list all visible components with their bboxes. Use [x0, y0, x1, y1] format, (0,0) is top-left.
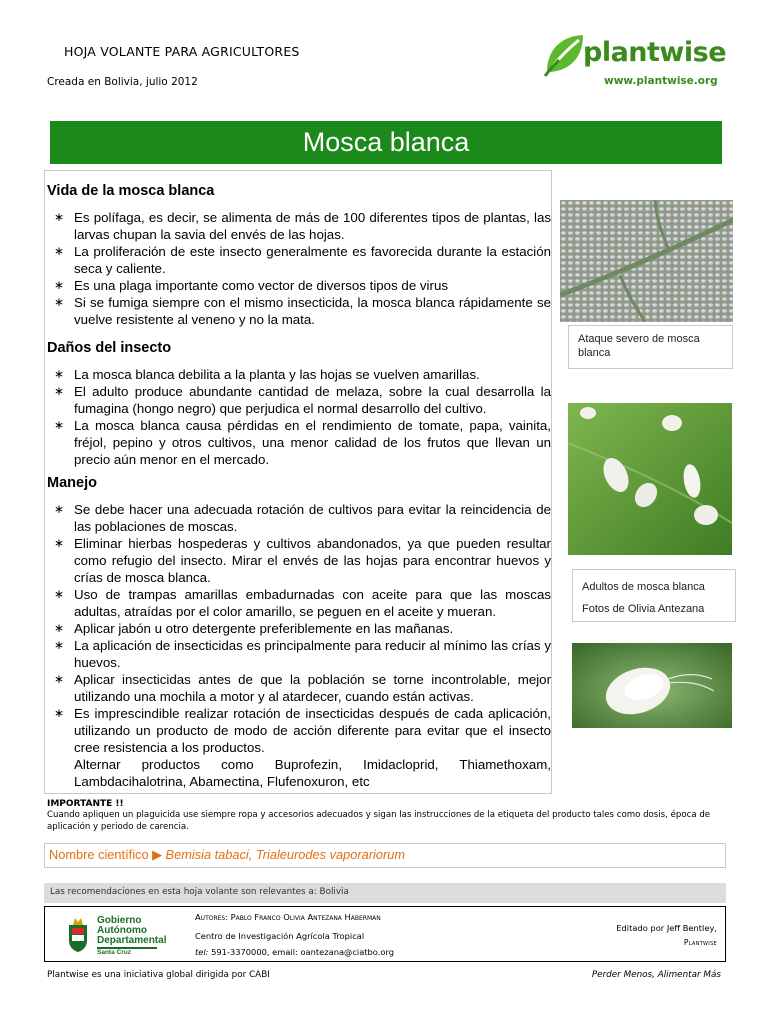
plantwise-logo — [543, 32, 727, 92]
section-heading-life: Vida de la mosca blanca — [47, 183, 215, 199]
list-item: ∗ Aplicar insecticidas antes de que la población se torne incontrolable, mejor utilizando una mochila a motor y al atardecer, cuando están activas. — [54, 672, 551, 704]
list-item: ∗ Si se fumiga siempre con el mismo insecticida, la mosca blanca rápidamente se vuelve resistente al veneno y no la mata. — [54, 295, 551, 327]
damage-list — [52, 366, 551, 468]
authors-label: Autores: — [195, 912, 229, 922]
list-item: ∗ Es imprescindible realizar rotación de insecticidas después de cada aplicación, utilizando un producto de modo de acción diferente para evitar que el insecto cree resistencia a los productos. — [54, 706, 551, 755]
creation-note: Creada en Bolivia, julio 2012 — [47, 76, 198, 88]
section-heading-damage: Daños del insecto — [47, 340, 172, 356]
page-title: Mosca blanca — [50, 121, 722, 164]
list-item: ∗ Eliminar hierbas hospederas y cultivos abandonados, ya que pueden resultar como refugio del insecto. Mirar el envés de las hojas para encontrar huevos y crías de mosca blanca. — [54, 536, 551, 585]
section-heading-management: Manejo — [47, 475, 97, 491]
slogan: Perder Menos, Alimentar Más — [591, 970, 721, 980]
website-link[interactable]: www.plantwise.org — [604, 75, 718, 87]
government-logo-text: Gobierno Autónomo Departamental Santa Cruz — [97, 915, 167, 956]
asterisk-icon: ∗ — [54, 706, 65, 720]
scientific-names: Bemisia tabaci, Trialeurodes vaporariorum — [165, 847, 405, 862]
asterisk-icon: ∗ — [54, 210, 65, 224]
asterisk-icon: ∗ — [54, 295, 65, 309]
caption-photo-1: Ataque severo de mosca blanca — [568, 325, 733, 369]
list-item: ∗ La proliferación de este insecto generalmente es favorecida durante la estación seca y caliente. — [54, 244, 551, 276]
asterisk-icon: ∗ — [54, 587, 65, 601]
coat-of-arms-icon — [65, 915, 91, 953]
scientific-name-box — [44, 843, 726, 868]
authors-names: Pablo Franco Olivia Antezana Haberman — [230, 912, 381, 922]
cabi-note: Plantwise es una iniciativa global dirigida por CABI — [47, 970, 270, 980]
life-list — [52, 209, 551, 328]
list-item: ∗ Se debe hacer una adecuada rotación de cultivos para evitar la reincidencia de las poblaciones de moscas. — [54, 502, 551, 534]
list-item: ∗ Uso de trampas amarillas embadurnadas con aceite para que las moscas adultas, atraídas por el color amarillo, se peguen en el aceite y mueran. — [54, 587, 551, 619]
asterisk-icon: ∗ — [54, 367, 65, 381]
list-item: ∗ La mosca blanca causa pérdidas en el rendimiento de tomate, papa, vainita, fréjol, pepino y otros cultivos, una menor calidad de los frutos que llevan un precio aún menor en el mercado. — [54, 418, 551, 467]
photo-adults — [568, 403, 732, 555]
asterisk-icon: ∗ — [54, 418, 65, 432]
leaf-icon — [543, 32, 587, 78]
contact-details: 591-3370000, email: oantezana@ciatbo.org — [211, 947, 394, 957]
authors-line — [195, 912, 381, 922]
list-item: ∗ Aplicar jabón u otro detergente preferiblemente en las mañanas. — [54, 621, 454, 636]
list-item: ∗ La mosca blanca debilita a la planta y las hojas se vuelven amarillas. — [54, 367, 480, 382]
asterisk-icon: ∗ — [54, 502, 65, 516]
editor-line: Editado por Jeff Bentley, — [616, 923, 717, 933]
caption-photo-2-text: Adultos de mosca blanca — [582, 581, 705, 593]
list-item: ∗ Es polífaga, es decir, se alimenta de más de 100 diferentes tipos de plantas, las larvas chupan la savia del envés de las hojas. — [54, 210, 551, 242]
flyer-type: HOJA VOLANTE PARA AGRICULTORES — [64, 44, 300, 59]
management-list — [52, 501, 551, 790]
contact-line — [195, 947, 394, 957]
institution: Centro de Investigación Agrícola Tropical — [195, 931, 365, 941]
photo-credit: Fotos de Olivia Antezana — [582, 603, 705, 615]
asterisk-icon: ∗ — [54, 536, 65, 550]
list-item: ∗ La aplicación de insecticidas es principalmente para reducir al mínimo las crías y huevos. — [54, 638, 551, 670]
editor-org: Plantwise — [683, 938, 717, 947]
important-text: Cuando apliquen un plaguicida use siempre ropa y accesorios adecuados y sigan las instrucciones de la etiqueta del producto tales como dosis, época de aplicación y periodo de carencia. — [47, 810, 711, 832]
triangle-right-icon: ▶ — [152, 847, 162, 862]
tel-label: tel: — [195, 947, 209, 957]
photo-severe-attack — [560, 200, 733, 322]
asterisk-icon: ∗ — [54, 638, 65, 652]
asterisk-icon: ∗ — [54, 244, 65, 258]
caption-photo-2 — [572, 569, 736, 622]
asterisk-icon: ∗ — [54, 278, 65, 292]
photo-adult-closeup — [572, 643, 732, 728]
asterisk-icon: ∗ — [54, 621, 65, 635]
asterisk-icon: ∗ — [54, 384, 65, 398]
scientific-name-label: Nombre científico — [49, 847, 149, 862]
asterisk-icon: ∗ — [54, 672, 65, 686]
logo-wordmark: plantwise — [583, 37, 727, 68]
list-item-continuation: Alternar productos como Buprofezin, Imidacloprid, Thiamethoxam, Lambdacihalotrina, Abamectina, Flufenoxuron, etc — [74, 757, 551, 789]
list-item: ∗ El adulto produce abundante cantidad de melaza, sobre la cual desarrolla la fumagina (hongo negro) que perjudica el normal desarrollo del cultivo. — [54, 384, 551, 416]
important-heading: IMPORTANTE !! — [47, 799, 124, 809]
list-item: ∗ Es una plaga importante como vector de diversos tipos de virus — [54, 278, 448, 293]
credits-box — [44, 906, 726, 962]
relevance-bar: Las recomendaciones en esta hoja volante son relevantes a: Bolivia — [44, 883, 726, 903]
